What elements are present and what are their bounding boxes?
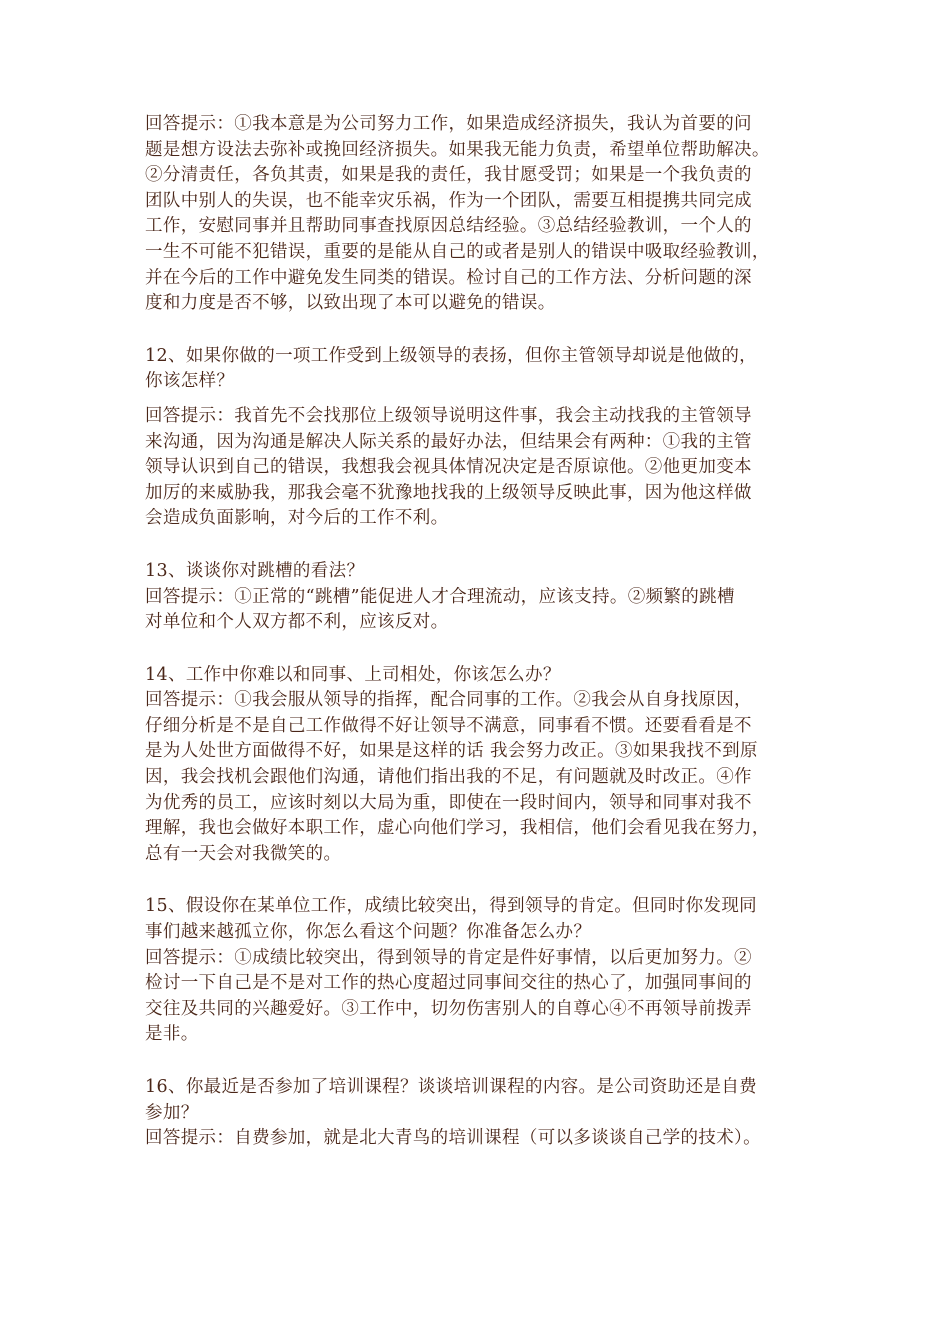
question-block xyxy=(145,894,810,945)
question-line: 15、假设你在某单位工作，成绩比较突出，得到领导的肯定。但同时你发现同 xyxy=(145,896,758,917)
question-block xyxy=(145,559,810,585)
answer-line: 回答提示：①我本意是为公司努力工作，如果造成经济损失，我认为首要的问 xyxy=(145,114,752,134)
answer-line: ②分清责任，各负其责，如果是我的责任，我甘愿受罚；如果是一个我负责的 xyxy=(145,165,752,186)
answer-line: 回答提示：①成绩比较突出，得到领导的肯定是件好事情，以后更加努力。② xyxy=(145,947,752,968)
answer-line: 来沟通，因为沟通是解决人际关系的最好办法，但结果会有两种：①我的主管 xyxy=(145,431,752,452)
answer-line: 交往及共同的兴趣爱好。③工作中，切勿伤害别人的自尊心④不再领导前拨弄 xyxy=(145,998,752,1019)
document-page xyxy=(145,112,810,1152)
answer-line: 是非。 xyxy=(145,1024,199,1045)
answer-line: 仔细分析是不是自己工作做得不好让领导不满意，同事看不惯。还要看看是不 xyxy=(145,715,752,736)
answer-line: 回答提示：我首先不会找那位上级领导说明这件事，我会主动找我的主管领导 xyxy=(145,405,752,426)
question-block xyxy=(145,663,810,689)
answer-line: 回答提示：①正常的“跳槽”能促进人才合理流动，应该支持。②频繁的跳槽 xyxy=(145,586,735,607)
answer-line: 因，我会找机会跟他们沟通，请他们指出我的不足，有问题就及时改正。④作 xyxy=(145,767,752,788)
answer-block xyxy=(145,688,810,867)
question-line: 13、谈谈你对跳槽的看法？ xyxy=(145,560,365,581)
answer-line: 总有一天会对我微笑的。 xyxy=(145,843,342,864)
question-line: 12、如果你做的一项工作受到上级领导的表扬，但你主管领导却说是他做的， xyxy=(145,345,758,366)
answer-block xyxy=(145,1126,810,1152)
question-line: 14、工作中你难以和同事、上司相处，你该怎么办？ xyxy=(145,664,561,685)
answer-line: 度和力度是否不够，以致出现了本可以避免的错误。 xyxy=(145,293,556,314)
question-line: 你该怎样？ xyxy=(145,371,235,392)
question-line: 16、你最近是否参加了培训课程？谈谈培训课程的内容。是公司资助还是自费 xyxy=(145,1077,758,1097)
answer-line: 检讨一下自己是不是对工作的热心度超过同事间交往的热心了，加强同事间的 xyxy=(145,973,752,994)
answer-line: 题是想方设法去弥补或挽回经济损失。如果我无能力负责，希望单位帮助解决。 xyxy=(145,139,770,160)
question-block xyxy=(145,1075,810,1126)
answer-line: 一生不可能不犯错误，重要的是能从自己的或者是别人的错误中吸取经验教训， xyxy=(145,241,770,262)
answer-line: 对单位和个人双方都不利，应该反对。 xyxy=(145,612,449,633)
answer-line: 工作，安慰同事并且帮助同事查找原因总结经验。③总结经验教训，一个人的 xyxy=(145,216,752,237)
answer-line: 是为人处世方面做得不好，如果是这样的话 我会努力改正。③如果我找不到原 xyxy=(145,741,758,762)
answer-line: 加厉的来威胁我，那我会毫不犹豫地找我的上级领导反映此事，因为他这样做 xyxy=(145,482,752,503)
answer-block xyxy=(145,404,810,532)
answer-block xyxy=(145,112,810,317)
answer-line: 回答提示：自费参加，就是北大青鸟的培训课程（可以多谈谈自己学的技术）。 xyxy=(145,1128,761,1149)
question-line: 参加？ xyxy=(145,1102,199,1123)
answer-line: 团队中别人的失误，也不能幸灾乐祸，作为一个团队，需要互相提携共同完成 xyxy=(145,190,752,211)
answer-block xyxy=(145,946,810,1048)
question-block xyxy=(145,344,810,395)
answer-line: 并在今后的工作中避免发生同类的错误。检讨自己的工作方法、分析问题的深 xyxy=(145,267,752,288)
answer-line: 为优秀的员工，应该时刻以大局为重，即使在一段时间内，领导和同事对我不 xyxy=(145,792,752,813)
answer-line: 理解，我也会做好本职工作，虚心向他们学习，我相信，他们会看见我在努力， xyxy=(145,818,770,839)
answer-line: 会造成负面影响，对今后的工作不利。 xyxy=(145,508,449,529)
answer-block xyxy=(145,585,810,636)
question-line: 事们越来越孤立你，你怎么看这个问题？你准备怎么办？ xyxy=(145,922,592,943)
answer-line: 回答提示：①我会服从领导的指挥，配合同事的工作。②我会从自身找原因， xyxy=(145,690,752,711)
answer-line: 领导认识到自己的错误，我想我会视具体情况决定是否原谅他。②他更加变本 xyxy=(145,457,752,478)
